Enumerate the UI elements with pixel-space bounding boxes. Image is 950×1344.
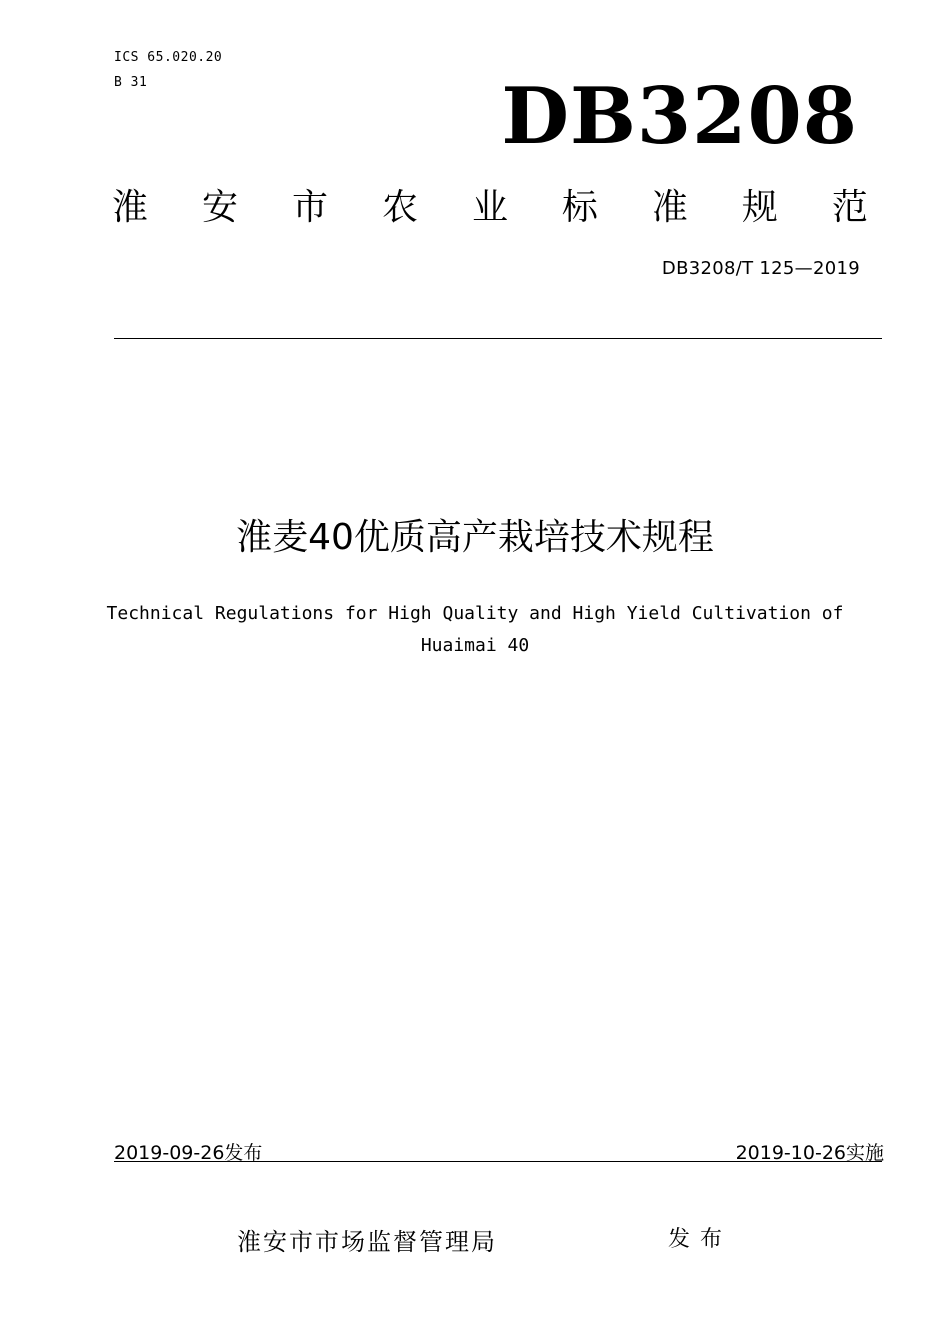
standard-number: DB3208/T 125—2019 xyxy=(661,258,860,279)
header-divider xyxy=(114,338,882,339)
ics-code: ICS 65.020.20 xyxy=(114,50,223,65)
standard-type-char: 标 xyxy=(561,187,598,228)
standard-type-char: 范 xyxy=(831,187,868,228)
standard-type-char: 市 xyxy=(291,187,328,228)
standard-type-char: 准 xyxy=(651,187,688,228)
issue-date: 2019-09-26发布 xyxy=(114,1142,263,1164)
standard-type-char: 安 xyxy=(201,187,238,228)
standard-type-char: 业 xyxy=(471,187,508,228)
document-title-chinese: 淮麦40优质高产栽培技术规程 xyxy=(236,517,714,558)
publish-label: 发布 xyxy=(668,1227,733,1252)
standard-type-char: 农 xyxy=(381,187,418,228)
publisher-name: 淮安市市场监督管理局 xyxy=(237,1228,497,1256)
document-title-english: Technical Regulations for High Quality and High Yield Cultivation of Huaimai 40 xyxy=(106,603,844,656)
footer-divider xyxy=(114,1161,882,1162)
implementation-date: 2019-10-26实施 xyxy=(735,1142,884,1164)
standard-type xyxy=(112,186,868,230)
standard-type-char: 规 xyxy=(741,187,778,228)
standard-type-char: 淮 xyxy=(112,187,149,228)
ccs-code: B 31 xyxy=(114,75,148,90)
standard-code: DB3208 xyxy=(501,71,858,162)
